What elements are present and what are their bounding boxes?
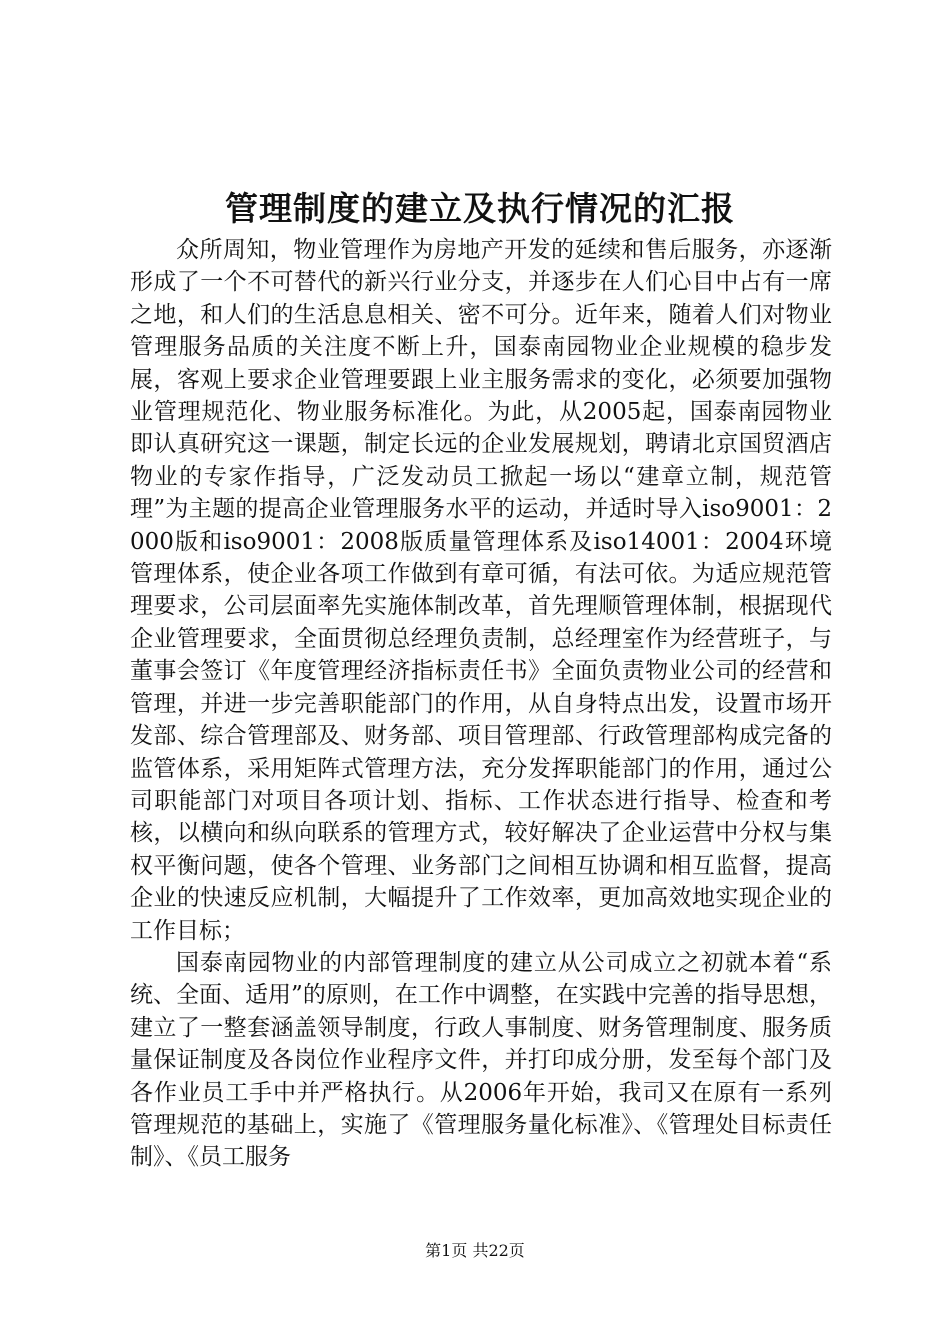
document-title: 管理制度的建立及执行情况的汇报 xyxy=(225,189,735,228)
document-body xyxy=(130,234,832,1174)
page-footer xyxy=(0,1240,950,1262)
body-paragraph-1: 众所周知，物业管理作为房地产开发的延续和售后服务，亦逐渐形成了一个不可替代的新兴行业分支，并逐步在人们心目中占有一席之地，和人们的生活息息相关、密不可分。近年来，随着人们对物业管理服务品质的关注度不断上升，国泰南园物业企业规模的稳步发展，客观上要求企业管理要跟上业主服务需求的变化，必须要加强物业管理规范化、物业服务标准化。为此，从2005起，国泰南园物业即认真研究这一课题，制定长远的企业发展规划，聘请北京国贸酒店物业的专家作指导，广泛发动员工掀起一场以“建章立制，规范管理”为主题的提高企业管理服务水平的运动，并适时导入iso9001：2000版和iso9001：2008版质量管理体系及iso14001：2004环境管理体系，使企业各项工作做到有章可循，有法可依。为适应规范管理要求，公司层面率先实施体制改革，首先理顺管理体制，根据现代企业管理要求，全面贯彻总经理负责制，总经理室作为经营班子，与董事会签订《年度管理经济指标责任书》全面负责物业公司的经营和管理，并进一步完善职能部门的作用，从自身特点出发，设置市场开发部、综合管理部及、财务部、项目管理部、行政管理部构成完备的监管体系，采用矩阵式管理方法，充分发挥职能部门的作用，通过公司职能部门对项目各项计划、指标、工作状态进行指导、检查和考核，以横向和纵向联系的管理方式，较好解决了企业运营中分权与集权平衡问题，使各个管理、业务部门之间相互协调和相互监督，提高企业的快速反应机制，大幅提升了工作效率，更加高效地实现企业的工作目标； xyxy=(130,237,832,944)
body-paragraph-2: 国泰南园物业的内部管理制度的建立从公司成立之初就本着“系统、全面、适用”的原则，在工作中调整，在实践中完善的指导思想，建立了一整套涵盖领导制度，行政人事制度、财务管理制度、服务质量保证制度及各岗位作业程序文件，并打印成分册，发至每个部门及各作业员工手中并严格执行。从2006年开始，我司又在原有一系列管理规范的基础上，实施了《管理服务量化标准》、《管理处目标责任制》、《员工服务 xyxy=(130,949,832,1171)
page-indicator: 第1页 共22页 xyxy=(425,1241,525,1260)
